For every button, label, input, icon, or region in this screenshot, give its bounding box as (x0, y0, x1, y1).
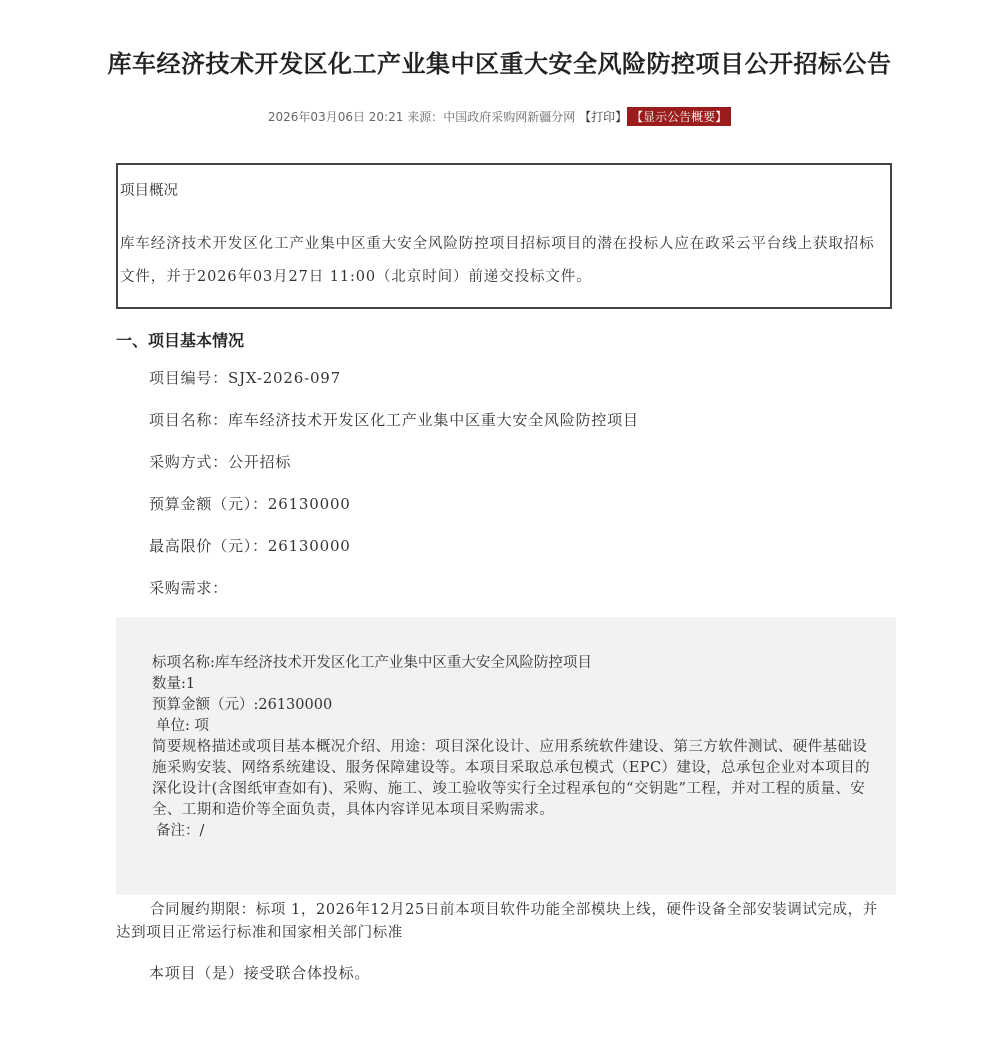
budget-amount: 预算金额（元）：26130000 (149, 495, 351, 513)
source-name: 中国政府采购网新疆分网 (443, 110, 576, 124)
lot-name: 标项名称:库车经济技术开发区化工产业集中区重大安全风险防控项目 (152, 655, 592, 671)
procurement-method: 采购方式：公开招标 (149, 453, 292, 471)
article-meta (0, 107, 999, 126)
lot-budget: 预算金额（元）:26130000 (152, 697, 333, 713)
print-link[interactable]: 【打印】 (579, 110, 628, 124)
page-title: 库车经济技术开发区化工产业集中区重大安全风险防控项目公开招标公告 (107, 50, 892, 78)
section-basic-info-heading: 一、项目基本情况 (116, 331, 245, 350)
requirement-box (116, 617, 896, 895)
lot-remark: 备注：/ (156, 823, 205, 839)
summary-text: 库车经济技术开发区化工产业集中区重大安全风险防控项目招标项目的潜在投标人应在政采云平台线上获取招标文件，并于2026年03月27日 11:00（北京时间）前递交投标文件。 (120, 236, 875, 285)
lot-quantity: 数量:1 (152, 676, 196, 692)
source-label: 来源： (407, 110, 444, 124)
lot-unit: 单位: 项 (156, 718, 209, 734)
lot-description: 简要规格描述或项目基本概况介绍、用途：项目深化设计、应用系统软件建设、第三方软件测试、硬件基础设施采购安装、网络系统建设、服务保障建设等。本项目采取总承包模式（EPC）建设，总承包企业对本项目的深化设计(含图纸审查如有)、采购、施工、竣工验收等实行全过程承包的“交钥匙”工程，并对工程的质量、安全、工期和造价等全面负责，具体内容详见本项目采购需求。 (152, 739, 871, 818)
consortium-note: 本项目（是）接受联合体投标。 (149, 964, 371, 982)
project-summary-box (116, 163, 892, 309)
show-summary-button[interactable]: 【显示公告概要】 (627, 107, 731, 126)
summary-heading: 项目概况 (120, 183, 178, 199)
publish-date: 2026年03月06日 20:21 (267, 110, 404, 124)
requirement-label: 采购需求： (149, 579, 229, 597)
project-name: 项目名称：库车经济技术开发区化工产业集中区重大安全风险防控项目 (149, 411, 639, 429)
max-price: 最高限价（元）：26130000 (149, 537, 351, 555)
contract-period: 合同履约期限：标项 1，2026年12月25日前本项目软件功能全部模块上线，硬件设备全部安装调试完成，并达到项目正常运行标准和国家相关部门标准 (116, 902, 878, 941)
project-number: 项目编号：SJX-2026-097 (149, 369, 341, 387)
